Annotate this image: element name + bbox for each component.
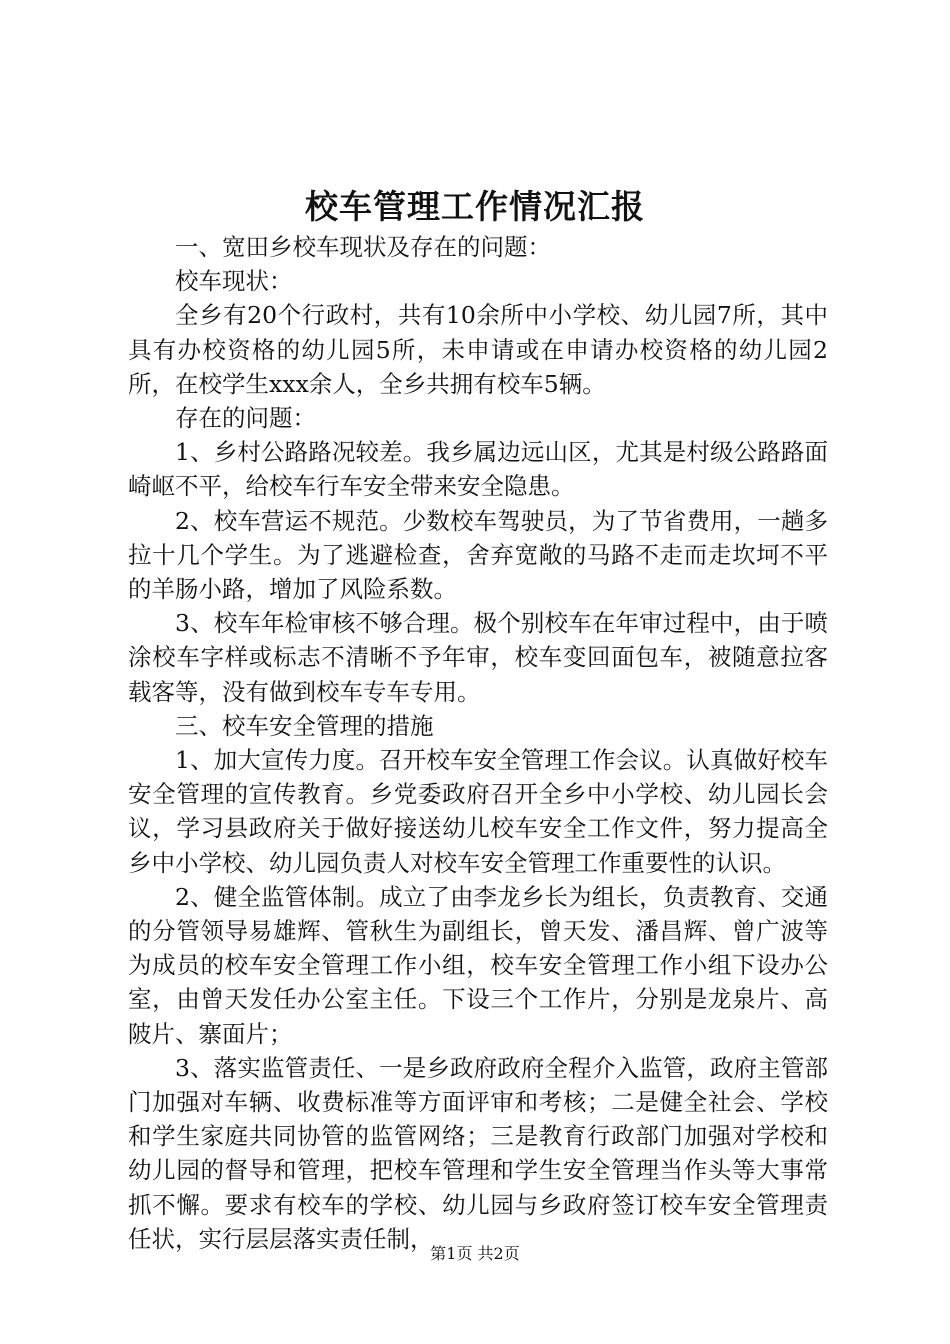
paragraph: 2、健全监管体制。成立了由李龙乡长为组长，负责教育、交通的分管领导易雄辉、管秋生为副组长，曾天发、潘昌辉、曾广波等为成员的校车安全管理工作小组，校车安全管理工作小组下设办公室，由曾天发任办公室主任。下设三个工作片，分别是龙泉片、高陂片、寨面片； [128, 882, 828, 1048]
paragraph: 3、校车年检审核不够合理。极个别校车在年审过程中，由于喷涂校车字样或标志不清晰不予年审，校车变回面包车，被随意拉客载客等，没有做到校车专车专用。 [128, 609, 828, 706]
page-number-footer: 第1页 共2页 [430, 1244, 520, 1263]
paragraph: 1、加大宣传力度。召开校车安全管理工作会议。认真做好校车安全管理的宣传教育。乡党委政府召开全乡中小学校、幼儿园长会议，学习县政府关于做好接送幼儿校车安全工作文件，努力提高全乡中小学校、幼儿园负责人对校车安全管理工作重要性的认识。 [128, 746, 828, 877]
document-body [128, 230, 828, 1256]
paragraph: 1、乡村公路路况较差。我乡属边远山区，尤其是村级公路路面崎岖不平，给校车行车安全带来安全隐患。 [128, 438, 828, 501]
subheading: 存在的问题： [175, 404, 316, 433]
paragraph: 全乡有20个行政村，共有10余所中小学校、幼儿园7所，其中具有办校资格的幼儿园5所，未申请或在申请办校资格的幼儿园2所，在校学生xxx余人，全乡共拥有校车5辆。 [128, 301, 828, 398]
paragraph: 3、落实监管责任、一是乡政府政府全程介入监管，政府主管部门加强对车辆、收费标准等方面评审和考核；二是健全社会、学校和学生家庭共同协管的监管网络；三是教育行政部门加强对学校和幼儿园的督导和管理，把校车管理和学生安全管理当作头等大事常抓不懈。要求有校车的学校、幼儿园与乡政府签订校车安全管理责任状，实行层层落实责任制， [128, 1053, 828, 1253]
subheading: 校车现状： [175, 267, 293, 296]
paragraph: 2、校车营运不规范。少数校车驾驶员，为了节省费用，一趟多拉十几个学生。为了逃避检查，舍弃宽敞的马路不走而走坎坷不平的羊肠小路，增加了风险系数。 [128, 506, 828, 604]
section-heading: 一、宽田乡校车现状及存在的问题： [175, 233, 551, 261]
document-title: 校车管理工作情况汇报 [305, 187, 645, 226]
section-heading: 三、校车安全管理的措施 [175, 711, 434, 740]
